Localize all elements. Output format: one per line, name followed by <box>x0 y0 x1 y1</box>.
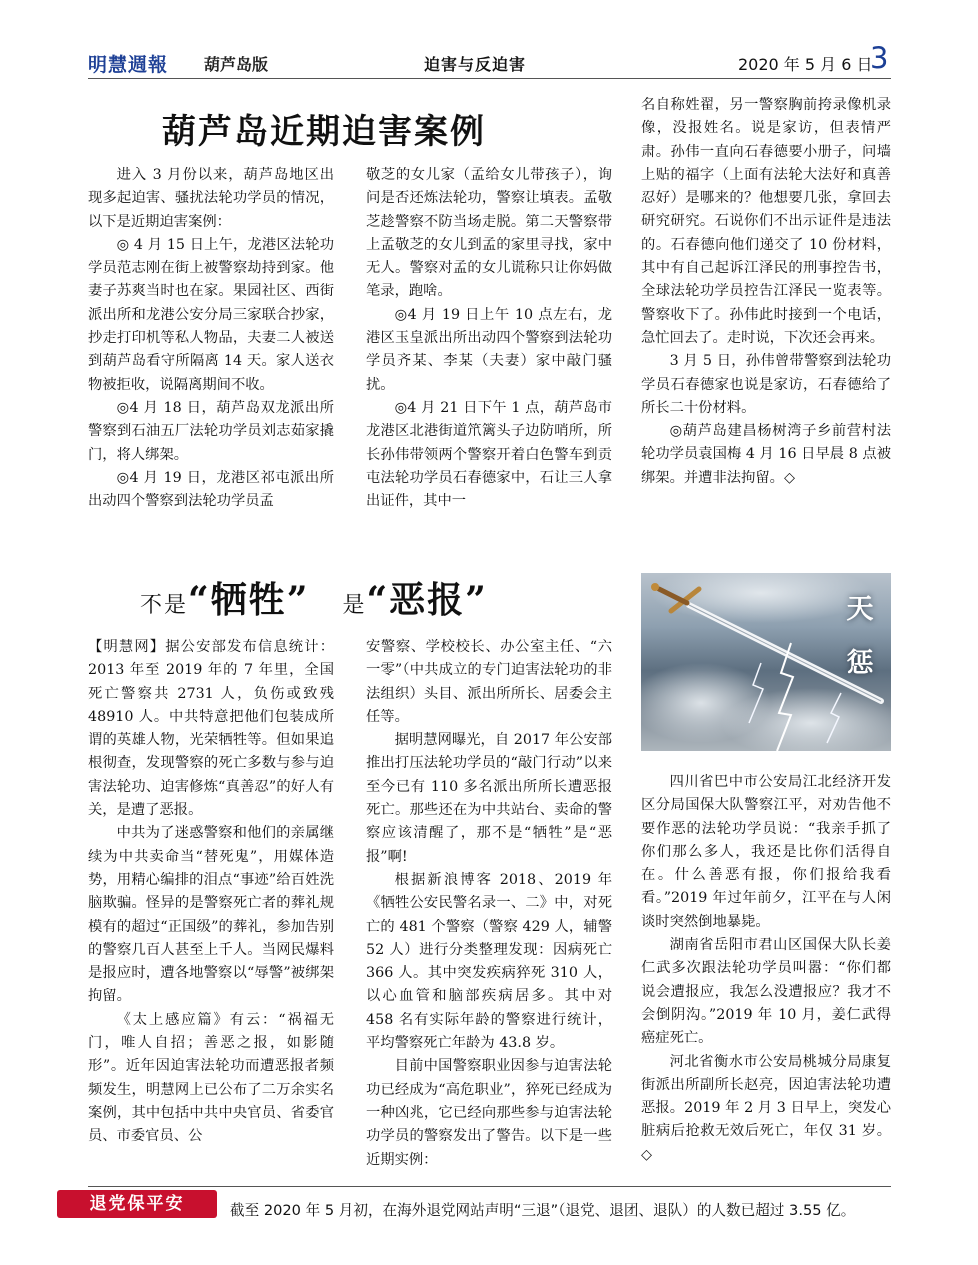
paragraph: 根据新浪博客 2018、2019 年《牺牲公安民警名录一、二》中，对死亡的 481 个警察（警察 429 人，辅警 52 人）进行分类整理发现：因病死亡 366 人。其中突发疾病猝死 310 人，以心血管和脑部疾病居多。其中对 458 名有实际年龄的警察进行统计，平均警察死亡年龄为 43.8 岁。 <box>366 871 612 1052</box>
paragraph: 3 月 5 日，孙伟曾带警察到法轮功学员石春德家也说是家访，石春德给了所长二十份材料。 <box>641 353 891 416</box>
header-rule <box>88 78 891 79</box>
masthead <box>88 41 891 76</box>
quit-party-badge: 退党保平安 <box>57 1190 217 1218</box>
newspaper-logo: 明慧週報 <box>88 54 169 76</box>
issue-date: 2020 年 5 月 6 日 <box>738 55 873 74</box>
paragraph: 湖南省岳阳市君山区国保大队长姜仁武多次跟法轮功学员叫嚣：“你们都说会遭报应，我怎么没遭报应？我才不会倒阴沟。”2019 年 10 月，姜仁武得癌症死亡。 <box>641 937 891 1047</box>
image-caption-char: 惩 <box>846 648 874 679</box>
article2-title <box>140 572 488 623</box>
paragraph: ◎4 月 19 日上午 10 点左右，龙港区玉皇派出所出动四个警察到法轮功学员齐某、李某（夫妻）家中敲门骚扰。 <box>366 306 612 393</box>
footer-rule <box>88 1186 891 1187</box>
title-prefix: 是 <box>342 593 367 618</box>
paragraph: 进入 3 月份以来，葫芦岛地区出现多起迫害、骚扰法轮功学员的情况，以下是近期迫害案例： <box>88 167 334 230</box>
title-prefix: 不是 <box>140 593 189 618</box>
article2-column-2 <box>366 636 612 1172</box>
paragraph: 敬芝的女儿家（孟给女儿带孩子），询问是否还炼法轮功，警察让填表。孟敬芝趁警察不防当场走脱。第二天警察带上孟敬芝的女儿到孟的家里寻找，家中无人。警察对孟的女儿谎称只让你妈做笔录，跑啥。 <box>366 167 612 300</box>
article1-column-1 <box>88 164 334 513</box>
edition-label: 葫芦岛版 <box>204 55 269 74</box>
paragraph: ◎4 月 21 日下午 1 点，葫芦岛市龙港区北港街道笊篱头子边防哨所，所长孙伟带领两个警察开着白色警车到贡屯法轮功学员石春德家中，石让三人拿出证件，其中一 <box>366 399 612 510</box>
article1-column-2 <box>366 164 612 513</box>
paragraph: 名自称姓翟，另一警察胸前挎录像机录像，没报姓名。说是家访，但表情严肃。孙伟一直向石春德要小册子，问墙上贴的福字（上面有法轮大法好和真善忍好）是哪来的？他想要几张，拿回去研究研究。石说你们不出示证件是违法的。石春德向他们递交了 10 份材料，其中有自己起诉江泽民的刑事控告书，全球法轮功学员控告江泽民一览表等。警察收下了。孙伟此时接到一个电话，急忙回去了。走时说，下次还会再来。 <box>641 97 891 346</box>
article1-title: 葫芦岛近期迫害案例 <box>162 112 486 152</box>
article2-column-1 <box>88 636 334 1149</box>
paragraph: ◎4 月 18 日，葫芦岛双龙派出所警察到石油五厂法轮功学员刘志茹家撬门，将人绑架。 <box>88 399 334 463</box>
paragraph: 据明慧网曝光，自 2017 年公安部推出打压法轮功学员的“敲门行动”以来至今已有 110 多名派出所所长遭恶报死亡。那些还在为中共站台、卖命的警察应该清醒了，那不是“牺牲”是“恶报”啊! <box>366 732 612 865</box>
paragraph: 中共为了迷惑警察和他们的亲属继续为中共卖命当“替死鬼”，用媒体造势，用精心编排的泪点“事迹”给百姓洗脑欺骗。怪异的是警察死亡者的葬礼规模有的超过“正国级”的葬礼，参加告别的警察几百人甚至上千人。当网民爆料是报应时，遭各地警察以“辱警”被绑架拘留。 <box>88 825 334 1005</box>
section-title: 迫害与反迫害 <box>424 55 527 74</box>
paragraph: ◎ 4 月 15 日上午，龙港区法轮功学员范志刚在街上被警察劫持到家。他妻子苏爽当时也在家。果园社区、西街派出所和龙港公安分局三家联合抄家，抄走打印机等私人物品，夫妻二人被送到葫芦岛看守所隔离 14 天。家人送衣物被拒收，说隔离期间不收。 <box>88 236 334 393</box>
title-keyword: “恶报” <box>366 579 488 621</box>
paragraph: 四川省巴中市公安局江北经济开发区分局国保大队警察江平，对劝告他不要作恶的法轮功学员说：“我亲手抓了你们那么多人，我还是比你们活得自在。什么善恶有报，你们报给我看看。”2019 年过年前夕，江平在与人闲谈时突然倒地暴毙。 <box>641 774 891 930</box>
paragraph: ◎4 月 19 日，龙港区祁屯派出所出动四个警察到法轮功学员孟 <box>88 469 334 510</box>
footer-notice: 截至 2020 年 5 月初，在海外退党网站声明“三退”（退党、退团、退队）的人数已超过 3.55 亿。 <box>230 1202 856 1219</box>
paragraph: ◎葫芦岛建昌杨树湾子乡前营村法轮功学员袁国梅 4 月 16 日早晨 8 点被绑架。并遭非法拘留。◇ <box>641 423 891 486</box>
paragraph: 河北省衡水市公安局桃城分局康复街派出所副所长赵亮，因迫害法轮功遭恶报。2019 年 2 月 3 日早上，突发心脏病后抢救无效后死亡，年仅 31 岁。◇ <box>641 1053 891 1163</box>
paragraph: 【明慧网】据公安部发布信息统计：2013 年至 2019 年的 7 年里，全国死亡警察共 2731 人，负伤或致残 48910 人。中共特意把他们包装成所谓的英雄人物，光荣牺牲等。但如果追根彻查，发现警察的死亡多数与参与迫害法轮功、迫害修炼“真善忍”的好人有关，是遭了恶报。 <box>88 639 334 819</box>
paragraph: 安警察、学校校长、办公室主任、“六一零”（中共成立的专门迫害法轮功的非法组织）头目、派出所所长、居委会主任等。 <box>366 639 612 725</box>
page-number: 3 <box>870 41 889 75</box>
article2-column-3 <box>641 771 891 1167</box>
paragraph: 《太上感应篇》有云：“祸福无门，唯人自招；善恶之报，如影随形”。近年因迫害法轮功而遭恶报者频频发生，明慧网上已公布了二万余实名案例，其中包括中共中央官员、省委官员、市委官员、公 <box>88 1011 334 1145</box>
sword-storm-image <box>641 573 891 751</box>
image-caption-char: 天 <box>846 594 874 625</box>
title-keyword: “牺牲” <box>188 579 310 621</box>
article1-column-3 <box>641 94 891 490</box>
paragraph: 目前中国警察职业因参与迫害法轮功已经成为“高危职业”，猝死已经成为一种凶兆，它已经向那些参与迫害法轮功学员的警察发出了警告。以下是一些近期实例： <box>366 1058 612 1168</box>
